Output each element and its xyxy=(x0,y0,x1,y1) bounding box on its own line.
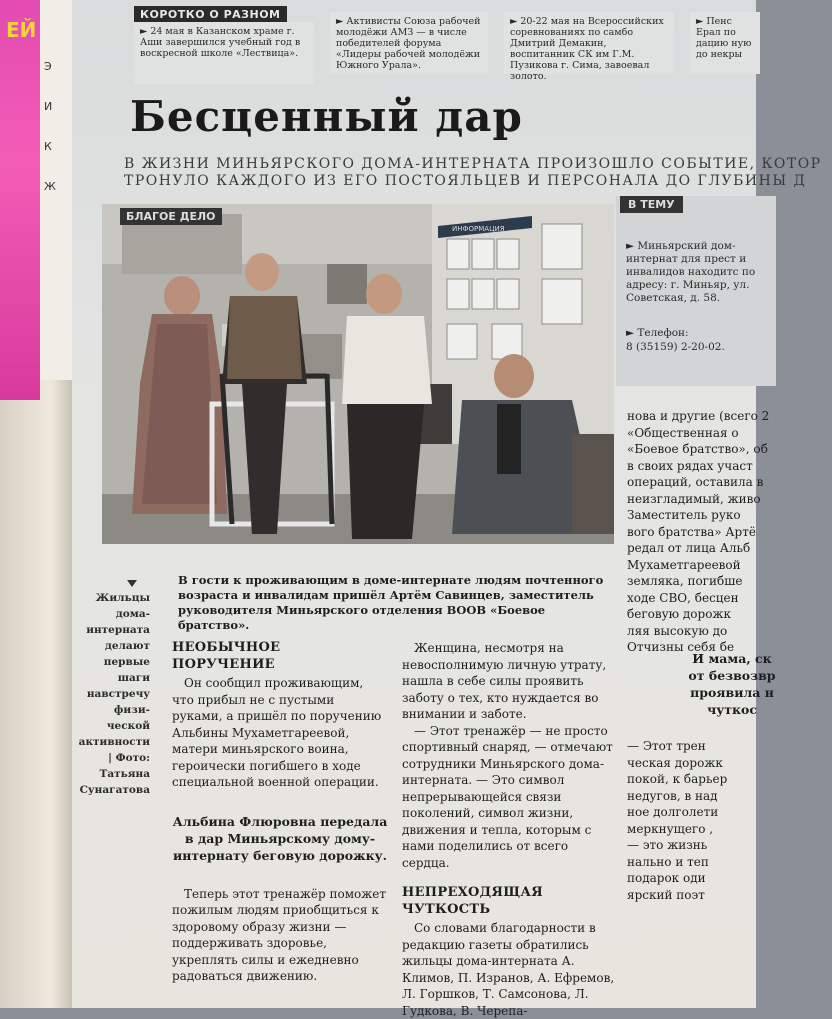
sidebar-address: ► Миньярский дом-интернат для прест и инвалидов находитс по адресу: г. Миньяр, ул. Советская, д. 58. xyxy=(626,240,756,304)
article-title: Бесценный дар xyxy=(130,92,523,141)
quote-line: И мама, ск xyxy=(692,651,772,666)
side-caption-line: шаги xyxy=(117,672,150,684)
column-line: редал от лица Альб xyxy=(627,541,751,555)
magazine-letter: И xyxy=(44,100,53,113)
sidebar-phone-label: ► Телефон: xyxy=(626,327,689,339)
column-line: ярский поэт xyxy=(627,887,705,902)
side-caption-line: Сунагатова xyxy=(79,784,150,796)
subheading-neobychnoe: НЕОБЫЧНОЕ ПОРУЧЕНИЕ xyxy=(172,640,281,672)
column-line: ное долголети xyxy=(627,805,719,819)
column-line: «Боевое братство», об xyxy=(627,442,768,456)
paragraph: — Этот тренажёр — не просто спортивный снаряд, — отмечают сотрудники Миньярского дома-интерната. — Это символ непрерывающейся связи поколений, символ жизни, движения и тепла, которым с нами поделились от всего сердца. xyxy=(402,723,613,870)
column-line: «Общественная о xyxy=(627,425,739,440)
photo-caption: В гости к проживающим в доме-интернате людям почтенного возраста и инвалидам пришёл Артём Савинцев, заместитель руководителя Миньярского отделения ВООВ «Боевое братство». xyxy=(178,573,604,632)
side-caption-line: дома- xyxy=(115,608,150,620)
paragraph: Он сообщил проживающим, что прибыл не с пустыми руками, а пришёл по поручению Альбины Мухаметгареевой, матери миньярского воина, героически погибшего в ходе специальной военной операции. xyxy=(172,676,382,789)
news-brief: ► 24 мая в Казанском храме г. Аши завершился учебный год в воскресной школе «Лествица». xyxy=(134,22,314,84)
article-column-3-continued xyxy=(627,738,827,903)
article-column-3 xyxy=(627,408,827,656)
magazine-letter: Ж xyxy=(44,180,56,193)
paragraph: Женщина, несмотря на невосполнимую личную утрату, нашла в себе силы проявить заботу о тех, кто нуждается во внимании и заботе. xyxy=(402,641,607,721)
magazine-background xyxy=(0,0,72,1008)
quote-line: чуткос xyxy=(707,702,757,717)
subheading-neprehodyaschaya: НЕПРЕХОДЯЩАЯ ЧУТКОСТЬ xyxy=(402,885,544,917)
article-lead xyxy=(124,156,822,190)
side-caption-line: навстречу xyxy=(86,688,150,700)
quote-line: от безвозвр xyxy=(688,668,776,683)
photo-sign: ИНФОРМАЦИЯ xyxy=(452,225,505,233)
pull-quote: Альбина Флюровна передала в дар Миньярскому дому-интернату беговую дорожку. xyxy=(172,813,388,863)
column-line: земляка, погибше xyxy=(627,574,743,588)
side-caption-line: активности xyxy=(78,736,150,748)
article-lead-line: В ЖИЗНИ МИНЬЯРСКОГО ДОМА-ИНТЕРНАТА ПРОИЗОШЛО СОБЫТИЕ, КОТОР xyxy=(124,156,822,172)
column-line: ческая дорожк xyxy=(627,755,723,770)
paragraph: Теперь этот тренажёр поможет пожилым людям приобщиться к здоровому образу жизни — поддерживать здоровье, укреплять силы и ежедневно радоваться движению. xyxy=(172,886,387,983)
magazine-text-strip xyxy=(40,0,72,380)
photo-illustration xyxy=(102,204,614,544)
article-photo xyxy=(102,204,614,544)
column-line: — Этот трен xyxy=(627,739,706,753)
column-line: нова и другие (всего 2 xyxy=(627,409,770,423)
article-lead-line: ТРОНУЛО КАЖДОГО ИЗ ЕГО ПОСТОЯЛЬЦЕВ И ПЕРСОНАЛА ДО ГЛУБИНЫ Д xyxy=(124,173,807,189)
side-caption-line: интерната xyxy=(86,624,150,636)
magazine-cover-word: ЕЙ xyxy=(6,18,37,42)
column-line: покой, к барьер xyxy=(627,772,728,786)
column-line: беговую дорожк xyxy=(627,607,731,621)
side-caption-line: делают xyxy=(104,640,150,652)
sidebar-label: В ТЕМУ xyxy=(620,196,683,213)
quote-line: проявила н xyxy=(690,685,774,700)
side-caption-line: ческой xyxy=(106,720,150,732)
article-column-1 xyxy=(172,640,388,985)
photo-label-blagoe-delo: БЛАГОЕ ДЕЛО xyxy=(120,208,222,225)
sidebar-phone xyxy=(626,326,776,354)
section-label-korotko: КОРОТКО О РАЗНОМ xyxy=(134,6,287,23)
news-brief: ► 20-22 мая на Всероссийских соревнованиях по самбо Дмитрий Демакин, воспитанник СК им Г.М. Пузикова г. Сима, завоевал золото. xyxy=(504,12,674,74)
caption-pointer xyxy=(127,580,137,587)
column-line: Заместитель руко xyxy=(627,508,741,522)
column-line: Мухаметгареевой xyxy=(627,557,741,572)
photo-side-caption xyxy=(72,590,150,798)
magazine-cover-strip xyxy=(0,0,40,400)
column-line: ляя высокую до xyxy=(627,623,728,638)
column-line: неизгладимый, живо xyxy=(627,491,761,506)
column-line: Отчизны себя бе xyxy=(627,640,735,654)
article-column-2 xyxy=(402,640,618,1019)
newspaper-page xyxy=(72,0,822,1018)
side-caption-line: | Фото: xyxy=(108,752,150,764)
column-line: недугов, в над xyxy=(627,788,718,803)
column-line: нально и теп xyxy=(627,854,709,869)
side-caption-line: Татьяна xyxy=(99,768,150,780)
column-line: вого братства» Артё xyxy=(627,524,756,539)
magazine-letter: К xyxy=(44,140,52,153)
column-line: в своих рядах участ xyxy=(627,458,753,473)
sidebar-phone-number: 8 (35159) 2-20-02. xyxy=(626,341,725,353)
side-caption-line: физи- xyxy=(113,704,150,716)
column-line: подарок оди xyxy=(627,871,706,885)
side-caption-line: первые xyxy=(103,656,150,668)
side-caption-line: Жильцы xyxy=(95,592,150,604)
paragraph: Со словами благодарности в редакцию газеты обратились жильцы дома-интерната А. Климов, П. Изранов, А. Ефремов, Л. Горшков, Т. Самсонова, Л. Гудкова, В. Черепа- xyxy=(402,921,615,1018)
right-pull-quote xyxy=(632,650,832,718)
column-line: меркнущего , xyxy=(627,821,714,836)
magazine-letter: Э xyxy=(44,60,52,73)
news-brief: ► Активисты Союза рабочей молодёжи АМЗ — в числе победителей форума «Лидеры рабочей молодёжи Южного Урала». xyxy=(330,12,488,74)
column-line: ходе СВО, бесцен xyxy=(627,590,739,605)
news-brief: ► Пенс Ерал по дацию ную до некры xyxy=(690,12,760,74)
column-line: — это жизнь xyxy=(627,838,708,852)
column-line: операций, оставила в xyxy=(627,475,764,489)
